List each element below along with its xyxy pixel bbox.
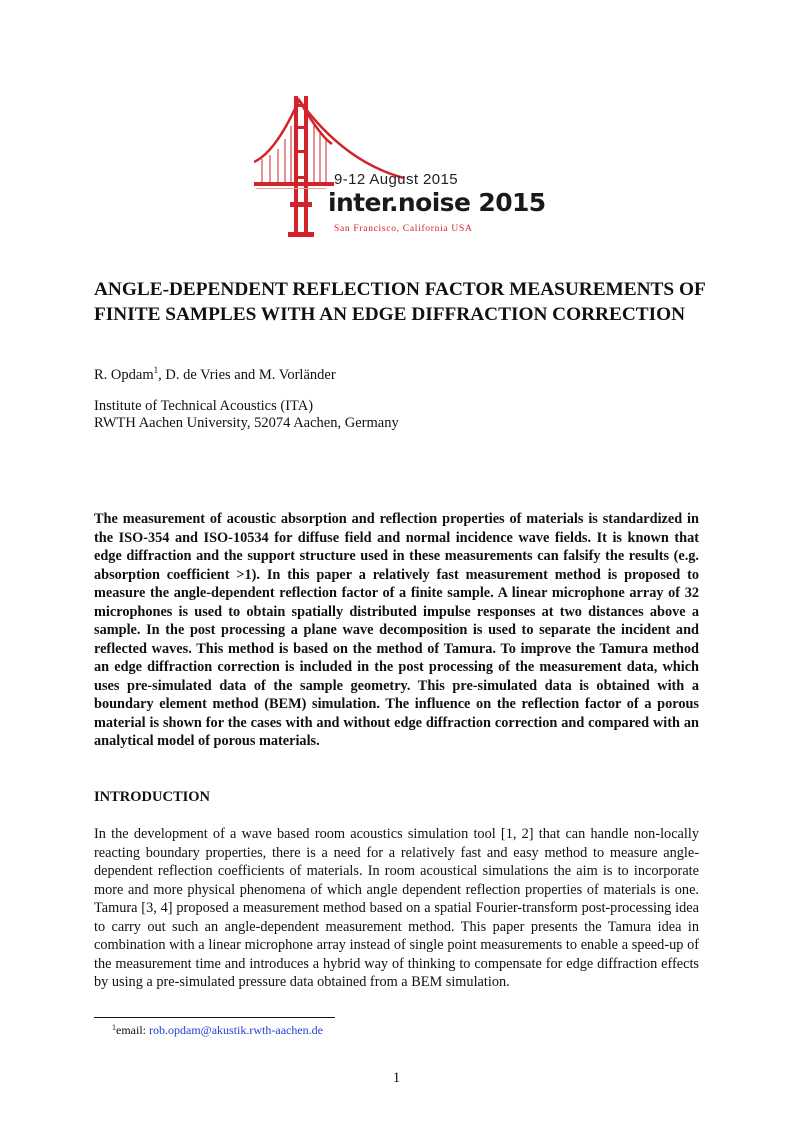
footnote-mark: 1 xyxy=(112,1023,116,1032)
abstract: The measurement of acoustic absorption and reflection properties of materials is standardized in the ISO-354 and ISO-10534 for diffuse field and normal incidence wave fields. It is known that edge diffraction and the support structure used in these measurements can falsify the results (e.g. absorption coefficient >1). In this paper a relatively fast measurement method is proposed to measure the angle-dependent reflection factor of a finite sample. A linear microphone array of 32 microphones is used to obtain spatially distributed impulse responses at two distances above a sample. In the post processing a plane wave decomposition is used to separate the incident and reflected waves. This method is based on the method of Tamura. To improve the Tamura method an edge diffraction correction is included in the post processing of the measurement data, which uses pre-simulated data of the sample geometry. This pre-simulated data is obtained with a boundary element method (BEM) simulation. The influence on the reflection factor of a porous material is shown for the cases with and without edge diffraction correction and compared with an analytical model of porous materials. xyxy=(94,511,699,749)
footnote xyxy=(112,1023,323,1038)
paper-title: ANGLE-DEPENDENT REFLECTION FACTOR MEASUREMENTS OF FINITE SAMPLES WITH AN EDGE DIFFRACTION CORRECTION xyxy=(94,279,706,325)
email-link[interactable]: rob.opdam@akustik.rwth-aachen.de xyxy=(149,1023,323,1037)
author-footnote-mark: 1 xyxy=(153,365,159,375)
conference-logo xyxy=(254,92,546,242)
affiliation-address: RWTH Aachen University, 52074 Aachen, Germany xyxy=(94,415,399,431)
golden-gate-bridge-icon xyxy=(254,92,546,242)
affiliation xyxy=(94,398,399,432)
footnote-label: email: xyxy=(116,1023,149,1037)
page-number: 1 xyxy=(392,1070,401,1086)
author-first: R. Opdam xyxy=(94,367,154,383)
affiliation-institute: Institute of Technical Acoustics (ITA) xyxy=(94,398,314,414)
section-heading-introduction: INTRODUCTION xyxy=(94,789,211,805)
conference-name: inter.noise 2015 xyxy=(328,188,546,217)
introduction-paragraph: In the development of a wave based room acoustics simulation tool [1, 2] that can handle non-locally reacting boundary properties, there is a need for a relatively fast and easy method to measure angle-dependent reflection coefficients of materials. In room acoustical simulations the aim is to incorporate more and more physical phenomena of which angle dependent reflection properties of materials is one. Tamura [3, 4] proposed a measurement method based on a spatial Fourier-transform post-processing idea to carry out such an angle-dependent measurement method. This paper presents the Tamura idea in combination with a linear microphone array instead of single point measurements to enable a speed-up of the measurement time and introduces a hybrid way of thinking to compensate for edge diffraction effects by using a pre-simulated pressure data obtained from a BEM simulation. xyxy=(94,826,699,990)
author-line xyxy=(94,367,336,384)
conference-location: San Francisco, California USA xyxy=(334,224,473,234)
conference-dates: 9-12 August 2015 xyxy=(334,171,458,188)
footnote-divider xyxy=(94,1017,335,1018)
author-others: , D. de Vries and M. Vorländer xyxy=(158,367,336,383)
